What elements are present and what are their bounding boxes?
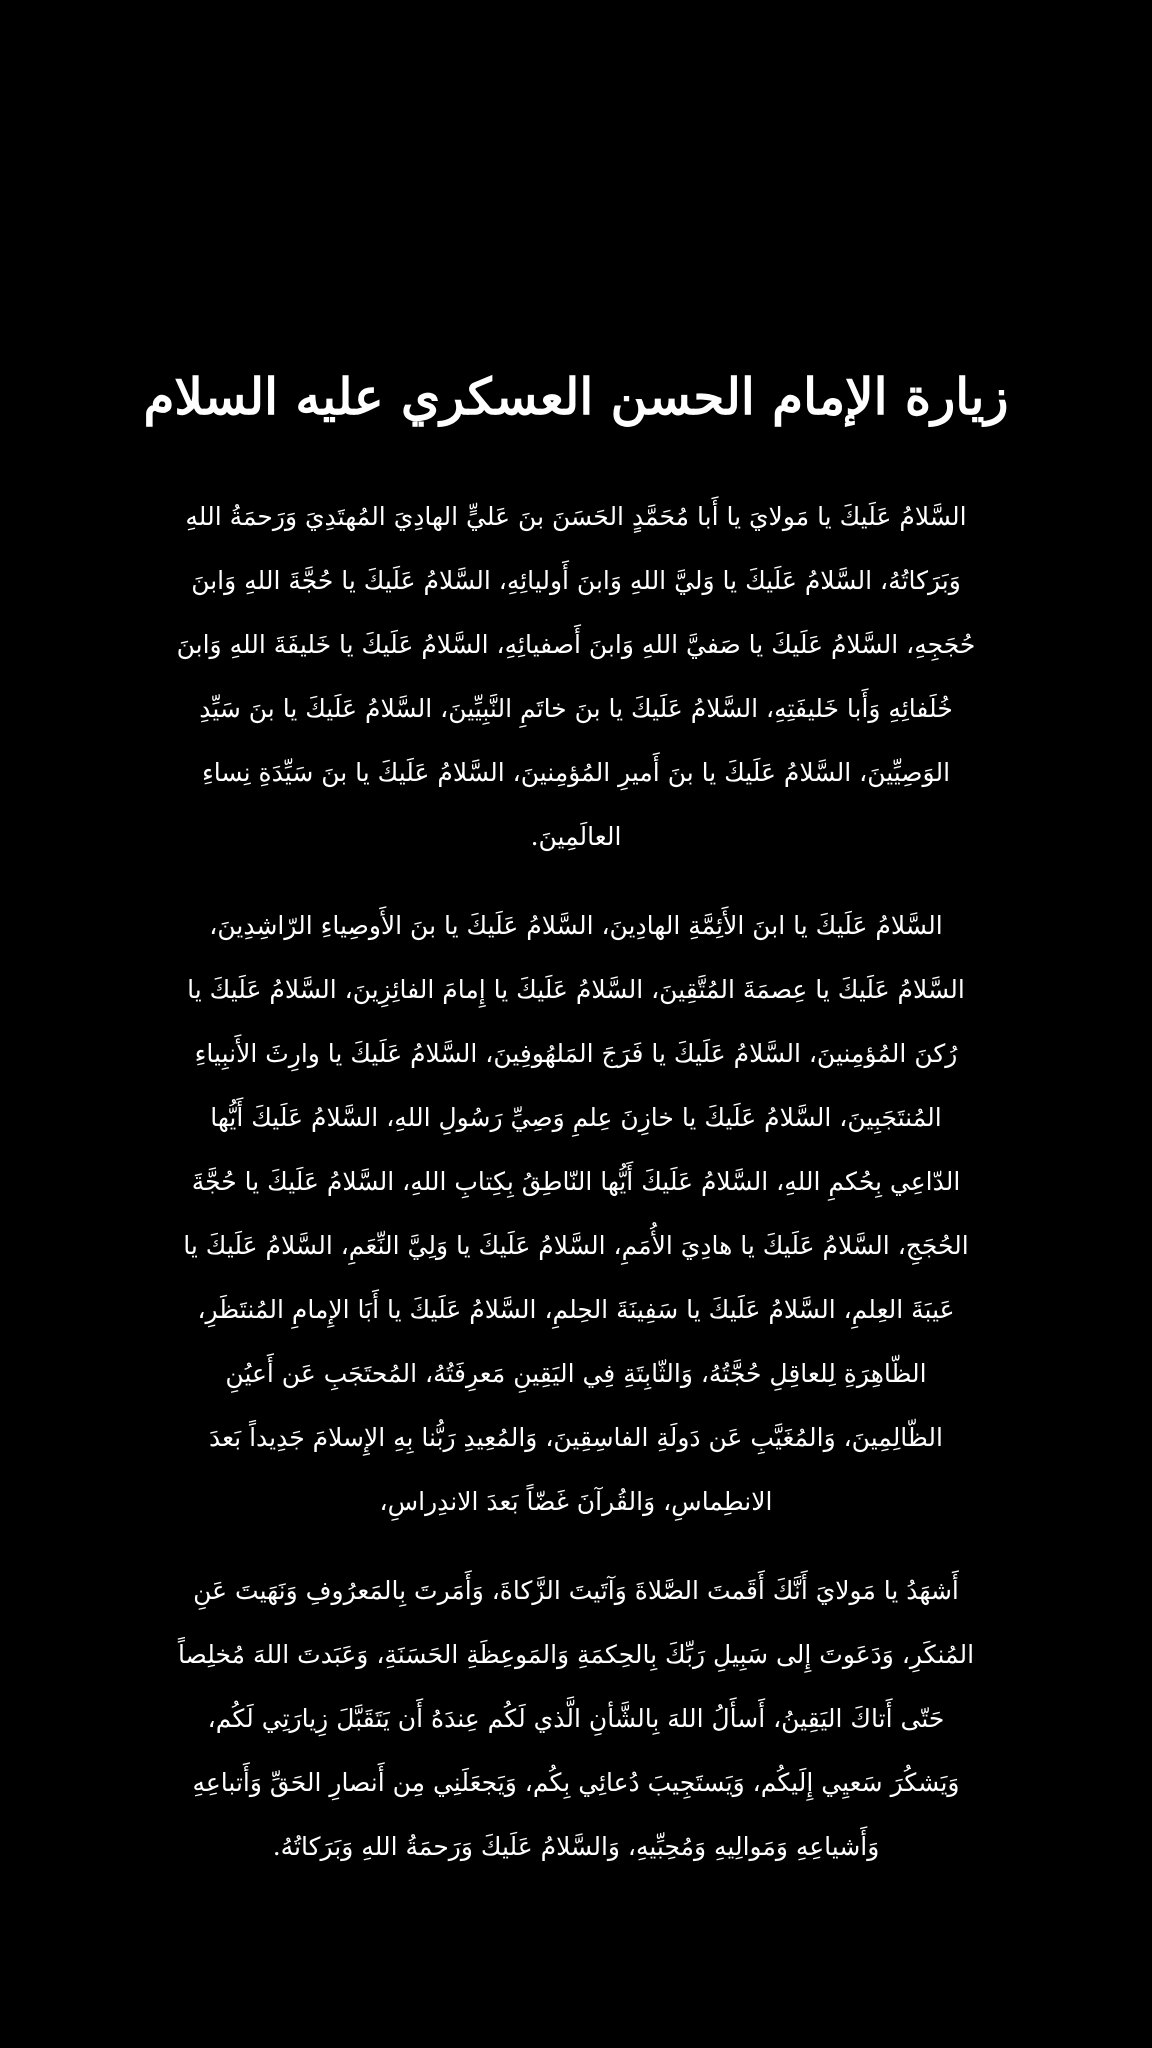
page-title: زيارة الإمام الحسن العسكري عليه السلام — [143, 367, 1009, 426]
paragraph-2: السَّلامُ عَلَيكَ يا ابنَ الأَئِمَّةِ الهادِينَ، السَّلامُ عَلَيكَ يا بنَ الأَوصِياءِ الرّاشِدِينَ، السَّلامُ عَلَيكَ يا عِصمَةَ المُتَّقِينَ، السَّلامُ عَلَيكَ يا إِمامَ الفائِزِينَ، السَّلامُ عَلَيكَ يا رُكنَ المُؤمِنينَ، السَّلامُ عَلَيكَ يا فَرَجَ المَلهُوفِينَ، السَّلامُ عَلَيكَ يا وارِثَ الأَنبِياءِ المُنتَجَبِينَ، السَّلامُ عَلَيكَ يا خازِنَ عِلمِ وَصِيِّ رَسُولِ اللهِ، السَّلامُ عَلَيكَ أَيُّها الدّاعِي بِحُكمِ اللهِ، السَّلامُ عَلَيكَ أَيُّها النّاطِقُ بِكِتابِ اللهِ، السَّلامُ عَلَيكَ يا حُجَّةَ الحُجَجِ، السَّلامُ عَلَيكَ يا هادِيَ الأُمَمِ، السَّلامُ عَلَيكَ يا وَلِيَّ النِّعَمِ، السَّلامُ عَلَيكَ يا عَيبَةَ العِلمِ، السَّلامُ عَلَيكَ يا سَفِينَةَ الحِلمِ، السَّلامُ عَلَيكَ يا أَبَا الإِمامِ المُنتَظَرِ، الظّاهِرَةِ لِلعاقِلِ حُجَّتُهُ، وَالثّابِتَةِ فِي اليَقِينِ مَعرِفَتُهُ، المُحتَجَبِ عَن أَعيُنِ الظّالِمِينَ، وَالمُغَيَّبِ عَن دَولَةِ الفاسِقِينَ، وَالمُعِيدِ رَبُّنا بِهِ الإِسلامَ جَدِيداً بَعدَ الانطِماسِ، وَالقُرآنَ غَضّاً بَعدَ الاندِراسِ، — [183, 911, 969, 1516]
paragraph-3: أَشهَدُ يا مَولايَ أَنَّكَ أَقَمتَ الصَّلاةَ وَآتَيتَ الزَّكاةَ، وَأَمَرتَ بِالمَعرُوفِ وَنَهَيتَ عَنِ المُنكَرِ، وَدَعَوتَ إِلى سَبِيلِ رَبِّكَ بِالحِكمَةِ وَالمَوعِظَةِ الحَسَنَةِ، وَعَبَدتَ اللهَ مُخلِصاً حَتّى أَتاكَ اليَقِينُ، أَسأَلُ اللهَ بِالشَّأنِ الَّذي لَكُم عِندَهُ أَن يَتَقَبَّلَ زِيارَتِي لَكُم، وَيَشكُرَ سَعيِي إِلَيكُم، وَيَستَجِيبَ دُعائِي بِكُم، وَيَجعَلَنِي مِن أَنصارِ الحَقِّ وَأَتباعِهِ وَأَشياعِهِ وَمَوالِيهِ وَمُحِبِّيهِ، وَالسَّلامُ عَلَيكَ وَرَحمَةُ اللهِ وَبَرَكاتُهُ. — [177, 1576, 975, 1861]
paragraph-1: السَّلامُ عَلَيكَ يا مَولايَ يا أَبا مُحَمَّدٍ الحَسَنَ بنَ عَليٍّ الهادِيَ المُهتَدِيَ وَرَحمَةُ اللهِ وَبَرَكاتُهُ، السَّلامُ عَلَيكَ يا وَليَّ اللهِ وَابنَ أَوليائِهِ، السَّلامُ عَلَيكَ يا حُجَّةَ اللهِ وَابنَ حُجَجِهِ، السَّلامُ عَلَيكَ يا صَفيَّ اللهِ وَابنَ أَصفيائِهِ، السَّلامُ عَلَيكَ يا خَليفَةَ اللهِ وَابنَ خُلَفائِهِ وَأَبا خَليفَتِهِ، السَّلامُ عَلَيكَ يا بنَ خاتَمِ النَّبِيِّينَ، السَّلامُ عَلَيكَ يا بنَ سَيِّدِ الوَصِيِّينَ، السَّلامُ عَلَيكَ يا بنَ أَميرِ المُؤمِنينَ، السَّلامُ عَلَيكَ يا بنَ سَيِّدَةِ نِساءِ العالَمِينَ. — [176, 502, 976, 851]
ziyarat-text — [176, 485, 976, 1904]
